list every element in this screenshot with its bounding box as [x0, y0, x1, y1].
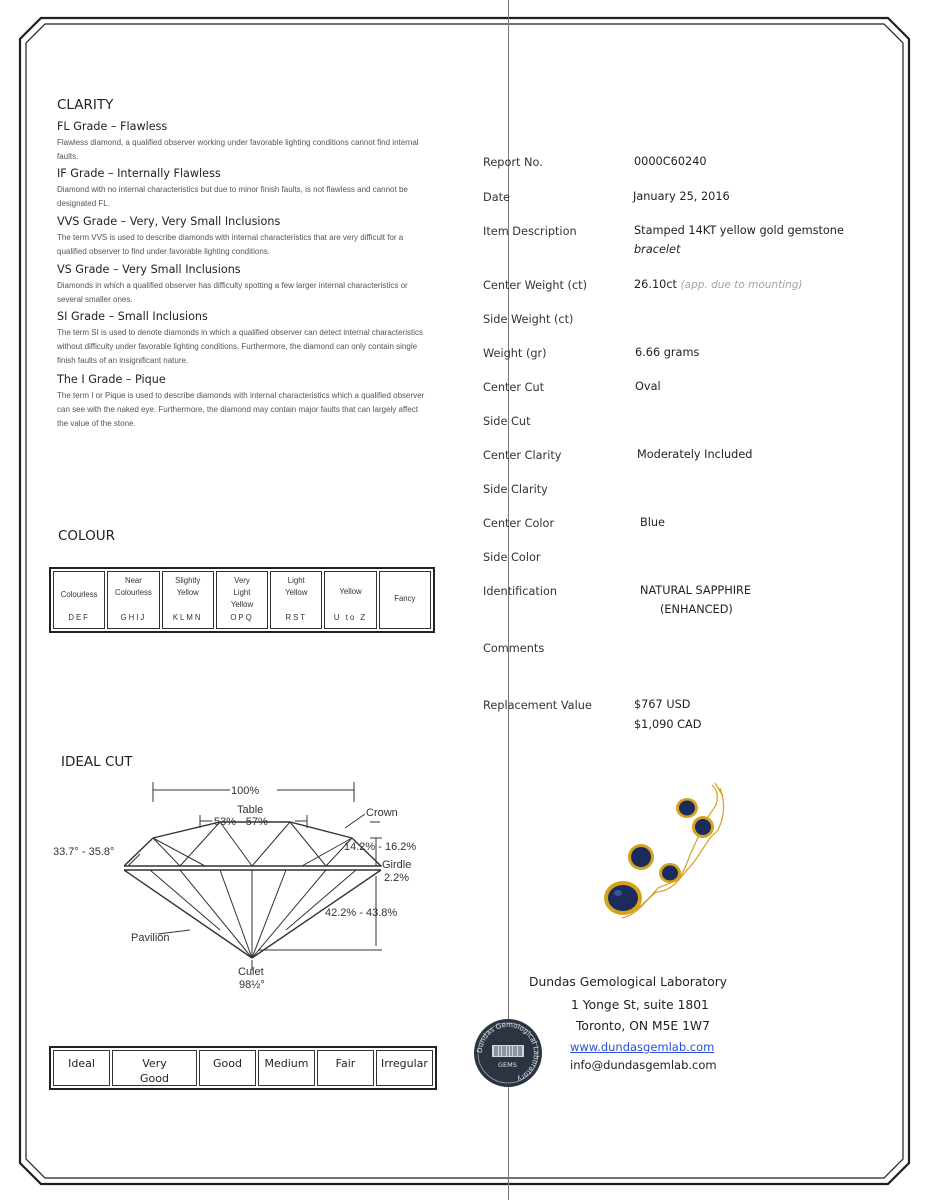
- field-label-report-no: Report No.: [483, 156, 543, 169]
- diagram-girdle-label: Girdle: [382, 859, 412, 871]
- field-value-item-description: Stamped 14KT yellow gold gemstone: [634, 224, 844, 237]
- clarity-grade-heading-vs: VS Grade – Very Small Inclusions: [57, 263, 241, 276]
- diagram-culet-value: 98½°: [239, 979, 265, 991]
- clarity-title: CLARITY: [57, 97, 114, 113]
- field-value-replacement-cad: $1,090 CAD: [634, 718, 702, 731]
- colour-grades: DEF: [68, 613, 90, 622]
- field-label-side-cut: Side Cut: [483, 415, 531, 428]
- cut-grade-cell: Very Good: [112, 1050, 197, 1086]
- clarity-grade-heading-i: The I Grade – Pique: [57, 373, 166, 386]
- bracelet-photo: [590, 780, 740, 930]
- colour-name: Fancy: [394, 593, 416, 603]
- seal-badge-text: GEMS: [498, 1061, 517, 1069]
- cut-grade-table: [49, 1046, 437, 1090]
- colour-name: Near Colourless: [115, 576, 152, 597]
- diagram-crown-label: Crown: [366, 807, 398, 819]
- field-label-replacement-value: Replacement Value: [483, 699, 592, 712]
- field-label-side-clarity: Side Clarity: [483, 483, 548, 496]
- colour-name: Slightly Yellow: [175, 576, 201, 597]
- colour-name: Yellow: [339, 587, 362, 596]
- field-value-center-weight: [634, 278, 803, 291]
- colour-grades: GHIJ: [120, 613, 147, 622]
- diagram-pavilion-depth: 42.2% - 43.8%: [325, 907, 398, 919]
- clarity-grade-desc-if: Diamond with no internal characteristics but due to minor finish faults, is not flawless and cannot be designated FL.: [57, 185, 408, 208]
- diagram-culet-label: Culet: [238, 966, 264, 978]
- cut-grade-cell: Fair: [317, 1050, 374, 1086]
- field-value-item-description-cont: bracelet: [634, 243, 681, 256]
- field-label-side-color: Side Color: [483, 551, 541, 564]
- field-label-center-cut: Center Cut: [483, 381, 545, 394]
- field-value-date: January 25, 2016: [633, 190, 730, 203]
- colour-column: [162, 571, 214, 629]
- seal-text: Dundas Gemological Laboratory: [475, 1020, 541, 1084]
- field-value-center-color: Blue: [640, 516, 665, 529]
- colour-name: Colourless: [60, 590, 98, 599]
- field-value-identification-cont: (ENHANCED): [660, 603, 733, 616]
- field-value-center-cut: Oval: [635, 380, 661, 393]
- cut-grade-cell: Good: [199, 1050, 256, 1086]
- clarity-grade-desc-si: The term SI is used to denote diamonds in which a qualified observer can detect internal characteristics without difficulty under favorable lighting conditions. Furthermore, the diamond can only contain single finish faults of an insignificant nature.: [57, 328, 423, 365]
- field-label-side-weight: Side Weight (ct): [483, 313, 574, 326]
- field-label-center-color: Center Color: [483, 517, 555, 530]
- diagram-girdle-value: 2.2%: [384, 872, 410, 884]
- diamond-cut-diagram: [40, 770, 460, 1000]
- cut-grade-cell: Irregular: [376, 1050, 433, 1086]
- clarity-grade-desc-i: The term I or Pique is used to describe diamonds with internal characteristics which a qualified observer can see with the naked eye. Furthermore, the diamond may contain major faults that can largely affect the value of the stone.: [57, 391, 425, 428]
- field-label-center-weight: Center Weight (ct): [483, 279, 588, 292]
- colour-column: [216, 571, 268, 629]
- lab-address-line1: 1 Yonge St, suite 1801: [571, 998, 709, 1012]
- diagram-crown-height: 14.2% - 16.2%: [344, 841, 417, 853]
- field-value-replacement-usd: $767 USD: [634, 698, 691, 711]
- colour-grades: OPQ: [230, 613, 254, 622]
- cut-grade-cell: Medium: [258, 1050, 315, 1086]
- colour-title: COLOUR: [58, 528, 115, 544]
- clarity-grade-heading-vvs: VVS Grade – Very, Very Small Inclusions: [57, 215, 281, 228]
- clarity-grade-desc-vs: Diamonds in which a qualified observer has difficulty spotting a few larger internal characteristics or several smaller ones.: [57, 281, 408, 304]
- field-label-identification: Identification: [483, 585, 558, 598]
- colour-column: [107, 571, 159, 629]
- clarity-grade-heading-fl: FL Grade – Flawless: [57, 120, 168, 133]
- colour-name: Very Light Yellow: [230, 576, 254, 609]
- colour-grades: U to Z: [333, 613, 368, 622]
- field-value-report-no: 0000C60240: [634, 155, 707, 168]
- field-label-weight-gr: Weight (gr): [483, 347, 547, 360]
- colour-column: [324, 571, 376, 629]
- lab-email[interactable]: info@dundasgemlab.com: [570, 1058, 717, 1072]
- colour-grades: RST: [285, 613, 308, 622]
- diagram-crown-angle: 33.7° - 35.8°: [53, 846, 115, 858]
- lab-website-link[interactable]: www.dundasgemlab.com: [570, 1040, 715, 1054]
- diagram-table-label: Table: [237, 804, 264, 816]
- clarity-grade-desc-vvs: The term VVS is used to describe diamonds with internal characteristics that are very difficult for a qualified observer to find under favorable lighting conditions.: [57, 233, 404, 256]
- field-label-item-description: Item Description: [483, 225, 577, 238]
- clarity-grade-heading-if: IF Grade – Internally Flawless: [57, 167, 221, 180]
- colour-column: [53, 571, 105, 629]
- colour-grade-table: [49, 567, 435, 633]
- field-value-center-clarity: Moderately Included: [637, 448, 753, 461]
- diagram-table-range: 53% - 57%: [214, 816, 268, 828]
- colour-name: Light Yellow: [285, 576, 308, 597]
- colour-column: [270, 571, 322, 629]
- center-weight-note: (app. due to mounting): [680, 279, 803, 291]
- colour-grades: KLMN: [172, 613, 203, 622]
- lab-seal-logo: [470, 1015, 546, 1091]
- field-label-date: Date: [483, 191, 511, 204]
- field-label-center-clarity: Center Clarity: [483, 449, 562, 462]
- center-weight-value: 26.10ct: [634, 278, 677, 291]
- ideal-cut-title: IDEAL CUT: [61, 754, 133, 770]
- field-value-weight-gr: 6.66 grams: [635, 346, 700, 359]
- clarity-grade-desc-fl: Flawless diamond, a qualified observer working under favorable lighting conditions cannot find internal faults.: [57, 138, 419, 161]
- colour-column: [379, 571, 431, 629]
- diagram-total-label: 100%: [231, 785, 260, 797]
- lab-name: Dundas Gemological Laboratory: [529, 975, 728, 989]
- diagram-pavilion-label: Pavilion: [131, 932, 170, 944]
- field-label-comments: Comments: [483, 642, 545, 655]
- lab-address-line2: Toronto, ON M5E 1W7: [576, 1019, 710, 1033]
- cut-grade-cell: Ideal: [53, 1050, 110, 1086]
- clarity-grade-heading-si: SI Grade – Small Inclusions: [57, 310, 208, 323]
- field-value-identification: NATURAL SAPPHIRE: [640, 584, 752, 597]
